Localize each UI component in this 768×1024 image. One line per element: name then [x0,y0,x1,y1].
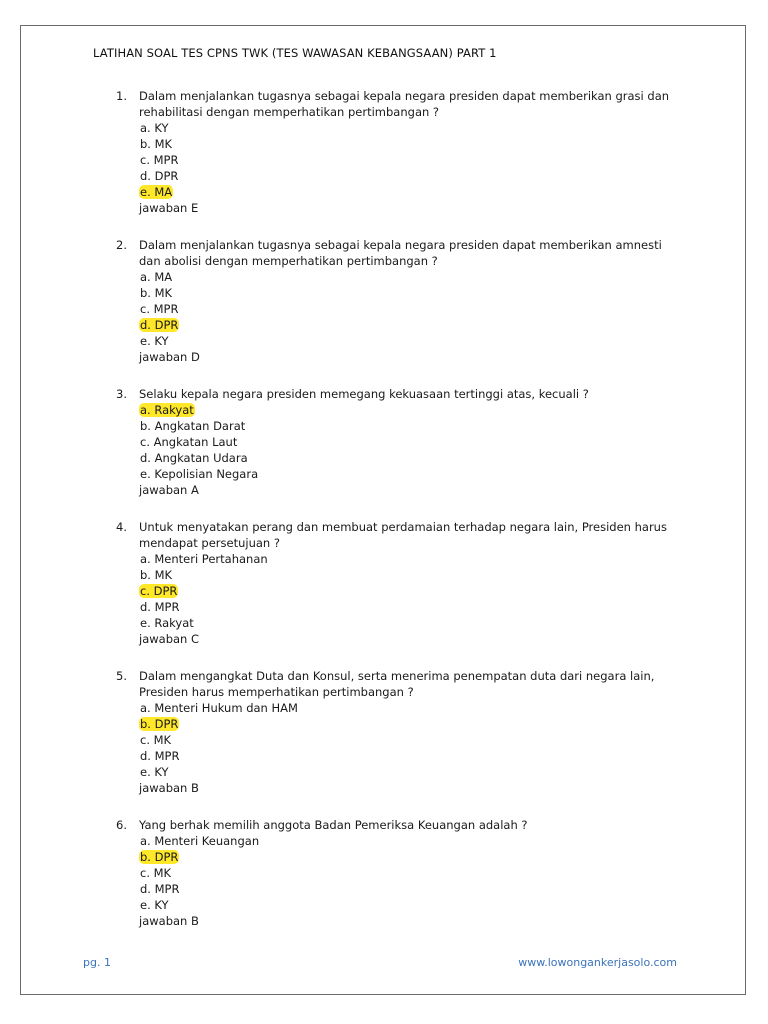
question-number: 2. [116,238,127,252]
option-label: c. MK [140,866,172,880]
answer-key: jawaban B [139,781,199,795]
answer-option [139,285,691,301]
answer-option [139,865,691,881]
option-label: b. DPR [140,717,179,731]
option-label: a. MA [140,270,173,284]
question-item [91,88,691,216]
question-item [91,668,691,796]
answer-key: jawaban D [139,350,200,364]
answer-option [139,120,691,136]
answer-option [139,136,691,152]
question-text: Untuk menyatakan perang dan membuat perdamaian terhadap negara lain, Presiden harus mendapat persetujuan ? [139,520,667,550]
option-label: b. MK [140,286,173,300]
correct-answer-option [139,184,691,200]
answer-option [139,732,691,748]
option-label: e. KY [140,334,169,348]
document-title: LATIHAN SOAL TES CPNS TWK (TES WAWASAN KEBANGSAAN) PART 1 [93,46,497,60]
option-label: e. KY [140,898,169,912]
correct-answer-option [139,716,691,732]
question-text: Dalam mengangkat Duta dan Konsul, serta menerima penempatan duta dari negara lain, Presiden harus memperhatikan pertimbangan ? [139,669,655,699]
option-label: c. DPR [140,584,178,598]
question-number: 3. [116,387,127,401]
option-label: e. KY [140,765,169,779]
answer-key: jawaban B [139,914,199,928]
answer-option [139,418,691,434]
answer-option [139,466,691,482]
question-item [91,237,691,365]
option-label: e. Rakyat [140,616,194,630]
correct-answer-option [139,317,691,333]
question-item [91,817,691,929]
correct-answer-option [139,402,691,418]
question-number: 1. [116,89,127,103]
question-number: 6. [116,818,127,832]
correct-answer-option [139,849,691,865]
option-label: a. Menteri Hukum dan HAM [140,701,298,715]
option-label: e. MA [140,185,173,199]
option-label: e. Kepolisian Negara [140,467,259,481]
answer-key: jawaban E [139,201,199,215]
option-label: d. DPR [140,169,179,183]
answer-option [139,881,691,897]
option-label: b. Angkatan Darat [140,419,246,433]
option-label: b. MK [140,568,173,582]
option-label: c. Angkatan Laut [140,435,238,449]
answer-option [139,301,691,317]
answer-option [139,748,691,764]
footer-website-link[interactable]: www.lowongankerjasolo.com [518,956,677,969]
answer-option [139,152,691,168]
option-label: c. MPR [140,302,179,316]
option-label: d. MPR [140,600,180,614]
question-number: 4. [116,520,127,534]
option-label: a. KY [140,121,169,135]
answer-option [139,700,691,716]
option-label: c. MK [140,733,172,747]
answer-option [139,551,691,567]
option-label: c. MPR [140,153,179,167]
answer-option [139,833,691,849]
answer-option [139,269,691,285]
answer-key: jawaban C [139,632,200,646]
question-item [91,386,691,498]
answer-option [139,434,691,450]
answer-option [139,450,691,466]
option-label: d. Angkatan Udara [140,451,248,465]
option-label: a. Rakyat [140,403,194,417]
option-label: b. DPR [140,850,179,864]
page-number: pg. 1 [83,956,111,969]
answer-option [139,764,691,780]
answer-key: jawaban A [139,483,199,497]
question-list [91,88,691,950]
answer-option [139,333,691,349]
option-label: a. Menteri Pertahanan [140,552,268,566]
answer-option [139,897,691,913]
question-item [91,519,691,647]
option-label: d. DPR [140,318,179,332]
correct-answer-option [139,583,691,599]
answer-option [139,567,691,583]
answer-option [139,615,691,631]
question-text: Selaku kepala negara presiden memegang kekuasaan tertinggi atas, kecuali ? [139,387,589,401]
question-number: 5. [116,669,127,683]
answer-option [139,599,691,615]
question-text: Dalam menjalankan tugasnya sebagai kepala negara presiden dapat memberikan grasi dan rehabilitasi dengan memperhatikan pertimbangan ? [139,89,670,119]
option-label: d. MPR [140,882,180,896]
question-text: Yang berhak memilih anggota Badan Pemeriksa Keuangan adalah ? [139,818,528,832]
document-page [20,25,746,995]
option-label: b. MK [140,137,173,151]
option-label: d. MPR [140,749,180,763]
answer-option [139,168,691,184]
option-label: a. Menteri Keuangan [140,834,260,848]
question-text: Dalam menjalankan tugasnya sebagai kepala negara presiden dapat memberikan amnesti dan abolisi dengan memperhatikan pertimbangan ? [139,238,662,268]
